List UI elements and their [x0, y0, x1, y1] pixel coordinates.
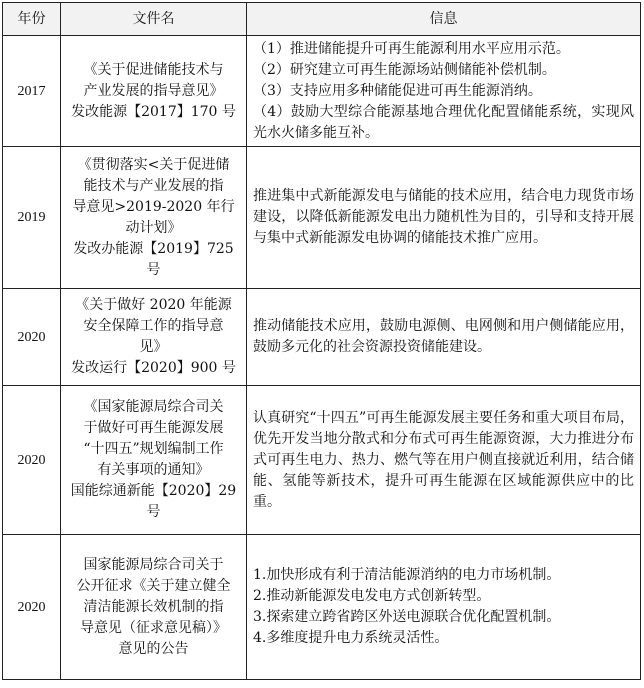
- document-line: 发改运行【2020】900 号: [71, 360, 236, 376]
- document-cell: [61, 386, 247, 535]
- year-cell: 2017: [3, 36, 61, 147]
- info-line: 推进集中式新能源发电与储能的技术应用，结合电力现货市场建设，以降低新能源发电出力随机性为目的，引导和支持开展与集中式新能源发电协调的储能技术推广应用。: [253, 188, 634, 246]
- table-row: [3, 147, 641, 289]
- document-line: 号: [146, 261, 161, 278]
- document-line: 《关于做好 2020 年能源: [75, 297, 232, 313]
- info-cell: [247, 36, 641, 147]
- document-cell: [61, 289, 247, 386]
- document-line: 《国家能源局综合司关: [83, 399, 224, 415]
- info-cell: [247, 147, 641, 289]
- table-row: [3, 36, 641, 147]
- year-cell: 2020: [3, 386, 61, 535]
- document-line: 发改能源【2017】170 号: [71, 103, 236, 120]
- info-line: 3.探索建立跨省跨区外送电源联合优化配置机制。: [253, 609, 561, 625]
- info-cell: [247, 535, 641, 680]
- document-line: “十四五”规划编制工作: [83, 441, 224, 457]
- document-line: 有关事项的通知》: [97, 462, 210, 478]
- header-document: 文件名: [61, 3, 247, 36]
- document-cell: [61, 147, 247, 289]
- header-info: 信息: [247, 3, 641, 36]
- document-line: 意见的公告: [118, 640, 189, 657]
- info-line: （4）鼓励大型综合能源基地合理优化配置储能系统，实现风光水火储多能互补。: [253, 103, 634, 141]
- document-line: 公开征求《关于建立健全: [76, 577, 231, 594]
- document-line: 《关于促进储能技术与: [83, 61, 224, 78]
- document-line: 国家能源局综合司关于: [83, 556, 224, 573]
- document-line: 见》: [139, 339, 168, 355]
- info-cell: [247, 289, 641, 386]
- document-line: 导意见>2019-2020 年行: [72, 198, 235, 215]
- document-cell: [61, 535, 247, 680]
- info-line: 2.推动新能源发电发电方式创新转型。: [253, 588, 491, 604]
- document-line: 能技术与产业发展的指: [83, 177, 224, 194]
- document-line: 国能综通新能【2020】29: [70, 483, 237, 499]
- document-line: 清洁能源长效机制的指: [83, 598, 224, 615]
- document-line: 于做好可再生能源发展: [83, 420, 224, 436]
- info-line: （2）研究建立可再生能源场站侧储能补偿机制。: [253, 61, 556, 78]
- policy-table: [2, 2, 641, 680]
- year-cell: 2019: [3, 147, 61, 289]
- document-cell: [61, 36, 247, 147]
- table-row: [3, 386, 641, 535]
- info-line: （1）推进储能提升可再生能源利用水平应用示范。: [253, 40, 570, 57]
- info-line: （3）支持应用多种储能促进可再生能源消纳。: [253, 82, 542, 99]
- info-line: 推动储能技术应用，鼓励电源侧、电网侧和用户侧储能应用，鼓励多元化的社会资源投资储能建设。: [253, 318, 634, 355]
- document-line: 导意见（征求意见稿）》: [80, 619, 227, 636]
- document-line: 动计划》: [125, 219, 182, 236]
- year-cell: 2020: [3, 535, 61, 680]
- year-cell: 2020: [3, 289, 61, 386]
- table-row: [3, 535, 641, 680]
- info-line: 认真研究“十四五”可再生能源发展主要任务和重大项目布局，优先开发当地分散式和分布式可再生能源资源，大力推进分布式可再生电力、热力、燃气等在用户侧直接就近利用，结合储能、氢能等新技术，提升可再生能源在区域能源供应中的比重。: [253, 409, 634, 510]
- header-row: [3, 3, 641, 36]
- document-line: 产业发展的指导意见》: [83, 82, 224, 99]
- document-line: 发改办能源【2019】725: [73, 240, 234, 257]
- info-cell: [247, 386, 641, 535]
- document-line: 号: [146, 504, 161, 520]
- info-line: 1.加快形成有利于清洁能源消纳的电力市场机制。: [253, 567, 561, 583]
- info-line: 4.多维度提升电力系统灵活性。: [253, 630, 449, 646]
- document-line: 安全保障工作的指导意: [83, 318, 224, 334]
- header-year: 年份: [3, 3, 61, 36]
- document-line: 《贯彻落实<关于促进储: [77, 156, 230, 173]
- table-row: [3, 289, 641, 386]
